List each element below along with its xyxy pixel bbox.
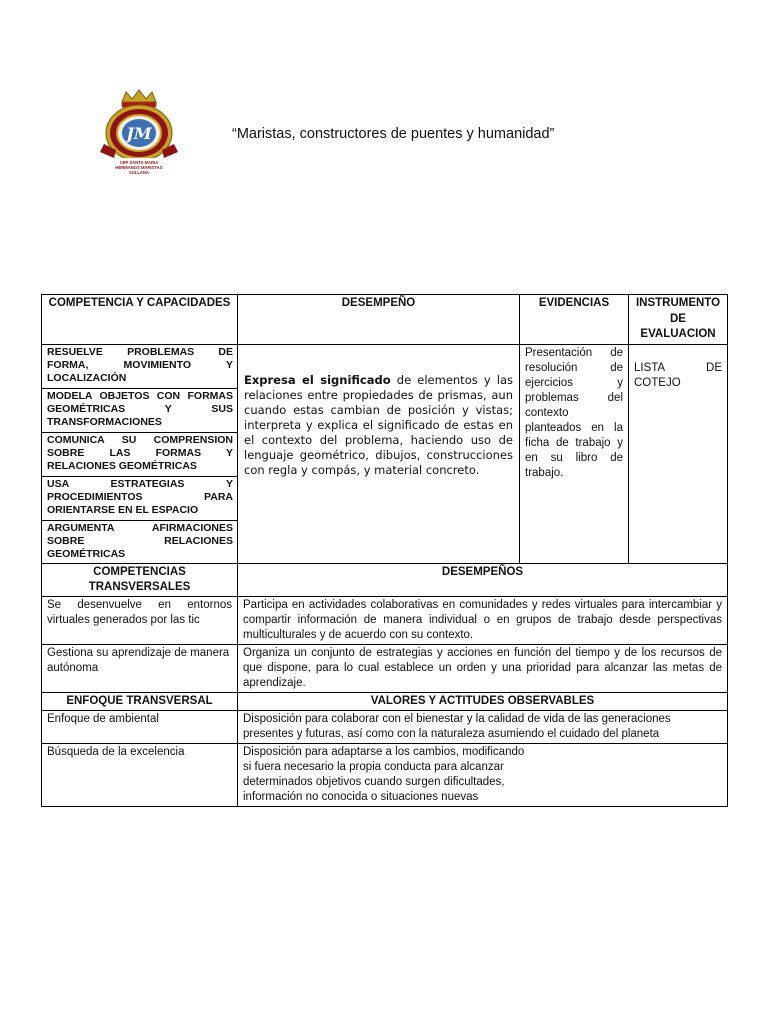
enfoque-header-row bbox=[42, 692, 728, 710]
desempeno-cell bbox=[238, 344, 520, 563]
capacidades-cell bbox=[42, 344, 238, 563]
transversal-competencia: Gestiona su aprendizaje de manera autónoma bbox=[42, 644, 238, 692]
header-valores-actitudes: VALORES Y ACTITUDES OBSERVABLES bbox=[238, 692, 728, 710]
table-row bbox=[42, 710, 728, 743]
logo-caption-line-1: CEP SANTA MARIA bbox=[119, 160, 159, 165]
table-row-competencia bbox=[42, 344, 728, 563]
header-evidencias: EVIDENCIAS bbox=[520, 295, 629, 345]
table-header-row bbox=[42, 295, 728, 345]
enfoque-valores-line: Disposición para adaptarse a los cambios, modificando bbox=[243, 745, 525, 758]
header-enfoque-transversal: ENFOQUE TRANSVERSAL bbox=[42, 692, 238, 710]
capacidad-item: ARGUMENTA AFIRMACIONES SOBRE RELACIONES GEOMÉTRICAS bbox=[47, 521, 233, 560]
logo-caption-line-3: SULLANA bbox=[128, 170, 150, 175]
instrumento-cell: LISTA DE COTEJO bbox=[629, 344, 728, 563]
transversal-competencia: Se desenvuelve en entornos virtuales generados por las tic bbox=[42, 596, 238, 644]
motto: “Maristas, constructores de puentes y humanidad” bbox=[232, 126, 555, 142]
capacidad-item: USA ESTRATEGIAS Y PROCEDIMIENTOS PARA ORIENTARSE EN EL ESPACIO bbox=[42, 477, 237, 521]
desempeno-bold: Expresa el significado bbox=[244, 372, 391, 387]
logo-caption-line-2: HERMANOS MARISTAS bbox=[115, 165, 163, 170]
enfoque-name: Enfoque de ambiental bbox=[42, 710, 238, 743]
header-desempeno: DESEMPEÑO bbox=[238, 295, 520, 345]
transversal-desempeno: Participa en actividades colaborativas en comunidades y redes virtuales para intercambiar y compartir información de manera individual o en grupos de trabajo desde perspectivas multiculturales y de acuerdo con su contexto. bbox=[238, 596, 728, 644]
school-crest-logo bbox=[86, 88, 192, 180]
evidencias-cell: Presentación de resolución de ejercicios y problemas del contexto planteados en la ficha de trabajo y en su libro de trabajo. bbox=[520, 344, 629, 563]
transversales-header-row bbox=[42, 563, 728, 596]
header-competencias-transversales: COMPETENCIAS TRANSVERSALES bbox=[42, 563, 238, 596]
table-row bbox=[42, 596, 728, 644]
desempeno-text: de elementos y las relaciones entre propiedades de prismas, aun cuando estas cambian de posición y vistas; interpreta y explica el significado de estas en el contexto del problema, haciendo uso de lenguaje geométrico, dibujos, construcciones con regla y compás, y material concreto. bbox=[244, 372, 514, 477]
table-row bbox=[42, 644, 728, 692]
capacidad-item: MODELA OBJETOS CON FORMAS GEOMÉTRICAS Y SUS TRANSFORMACIONES bbox=[42, 389, 237, 433]
enfoque-valores-line: determinados objetivos cuando surgen dificultades, bbox=[243, 775, 505, 788]
header-desempenos: DESEMPEÑOS bbox=[238, 563, 728, 596]
enfoque-valores-line: si fuera necesario la propia conducta para alcanzar bbox=[243, 760, 504, 773]
enfoque-valores-line: información no conocida o situaciones nuevas bbox=[243, 790, 479, 803]
enfoque-name: Búsqueda de la excelencia bbox=[42, 743, 238, 806]
header-instrumento: INSTRUMENTO DE EVALUACION bbox=[629, 295, 728, 345]
table-row bbox=[42, 743, 728, 806]
enfoque-valores bbox=[238, 743, 728, 806]
capacidad-item: COMUNICA SU COMPRENSION SOBRE LAS FORMAS Y RELACIONES GEOMÉTRICAS bbox=[42, 433, 237, 477]
logo-initials: JM bbox=[126, 124, 152, 143]
header-competencia: COMPETENCIA Y CAPACIDADES bbox=[42, 295, 238, 345]
capacidad-item: RESUELVE PROBLEMAS DE FORMA, MOVIMIENTO Y LOCALIZACIÓN bbox=[42, 345, 237, 389]
planning-table bbox=[41, 294, 728, 807]
enfoque-valores: Disposición para colaborar con el bienestar y la calidad de vida de las generaciones presentes y futuras, así como con la naturaleza asumiendo el cuidado del planeta bbox=[238, 710, 728, 743]
transversal-desempeno: Organiza un conjunto de estrategias y acciones en función del tiempo y de los recursos de que dispone, para lo cual establece un orden y una prioridad para alcanzar las metas de aprendizaje. bbox=[238, 644, 728, 692]
